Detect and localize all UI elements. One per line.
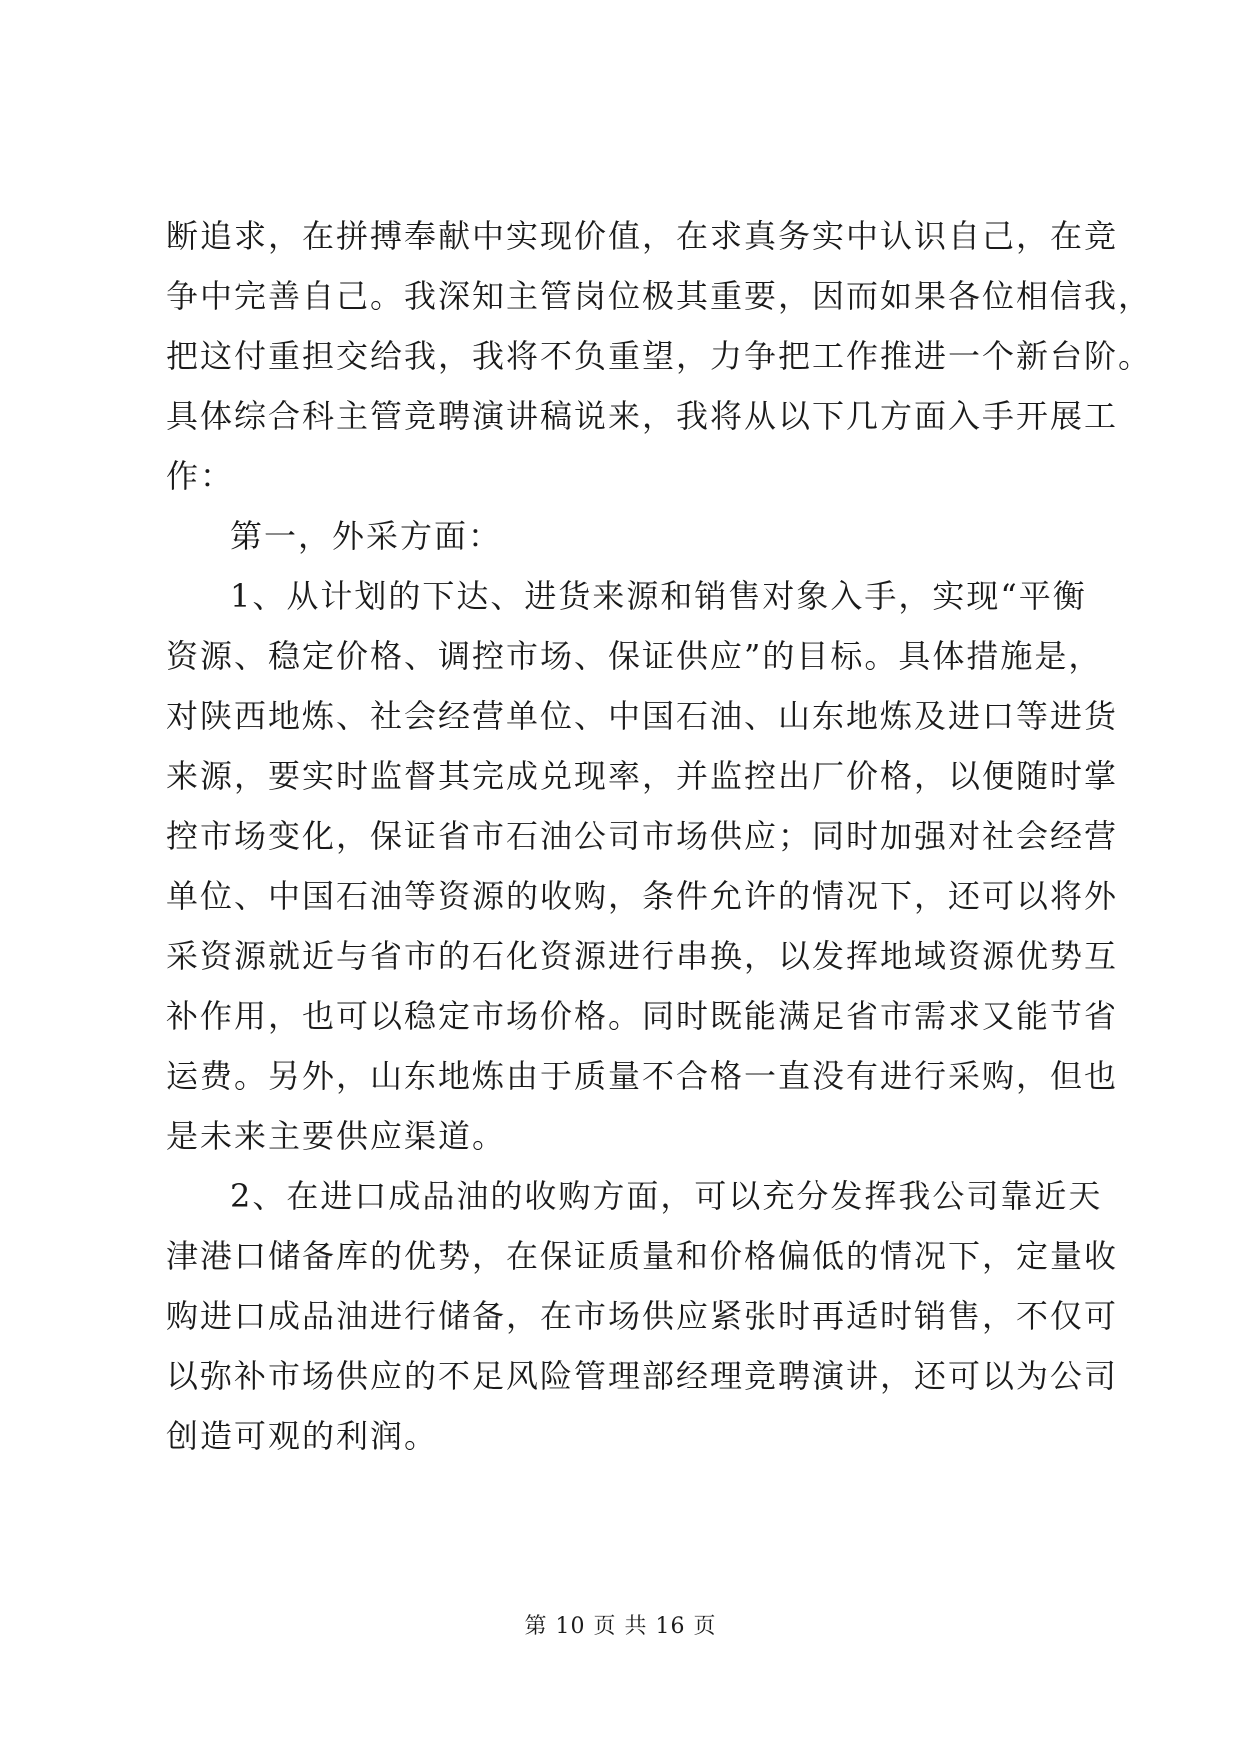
text-line: 1、从计划的下达、进货来源和销售对象入手，实现“平衡: [230, 577, 1087, 615]
text-line: 单位、中国石油等资源的收购，条件允许的情况下，还可以将外: [166, 877, 1119, 915]
text-line: 补作用，也可以稳定市场价格。同时既能满足省市需求又能节省: [166, 997, 1119, 1035]
text-line: 具体综合科主管竞聘演讲稿说来，我将从以下几方面入手开展工: [166, 397, 1119, 435]
text-line: 采资源就近与省市的石化资源进行串换，以发挥地域资源优势互: [166, 937, 1119, 975]
text-line: 作：: [166, 457, 235, 495]
text-line: 把这付重担交给我，我将不负重望，力争把工作推进一个新台阶。: [166, 337, 1153, 375]
text-line: 2、在进口成品油的收购方面，可以充分发挥我公司靠近天: [230, 1177, 1103, 1215]
text-line: 创造可观的利润。: [166, 1417, 439, 1455]
text-line: 是未来主要供应渠道。: [166, 1117, 507, 1155]
text-line: 以弥补市场供应的不足风险管理部经理竞聘演讲，还可以为公司: [166, 1357, 1119, 1395]
page-number-footer: 第 10 页 共 16 页: [524, 1614, 717, 1639]
text-line: 控市场变化，保证省市石油公司市场供应；同时加强对社会经营: [166, 817, 1119, 855]
text-line: 对陕西地炼、社会经营单位、中国石油、山东地炼及进口等进货: [166, 697, 1119, 735]
text-line: 来源，要实时监督其完成兑现率，并监控出厂价格，以便随时掌: [166, 757, 1119, 795]
text-line: 断追求，在拼搏奉献中实现价值，在求真务实中认识自己，在竞: [166, 217, 1119, 255]
text-line: 争中完善自己。我深知主管岗位极其重要，因而如果各位相信我，: [166, 277, 1153, 315]
text-line: 购进口成品油进行储备，在市场供应紧张时再适时销售，不仅可: [166, 1297, 1119, 1335]
section-heading: 第一，外采方面：: [230, 517, 503, 555]
text-line: 运费。另外，山东地炼由于质量不合格一直没有进行采购，但也: [166, 1057, 1119, 1095]
text-line: 资源、稳定价格、调控市场、保证供应”的目标。具体措施是，: [166, 637, 1103, 675]
text-line: 津港口储备库的优势，在保证质量和价格偏低的情况下，定量收: [166, 1237, 1119, 1275]
